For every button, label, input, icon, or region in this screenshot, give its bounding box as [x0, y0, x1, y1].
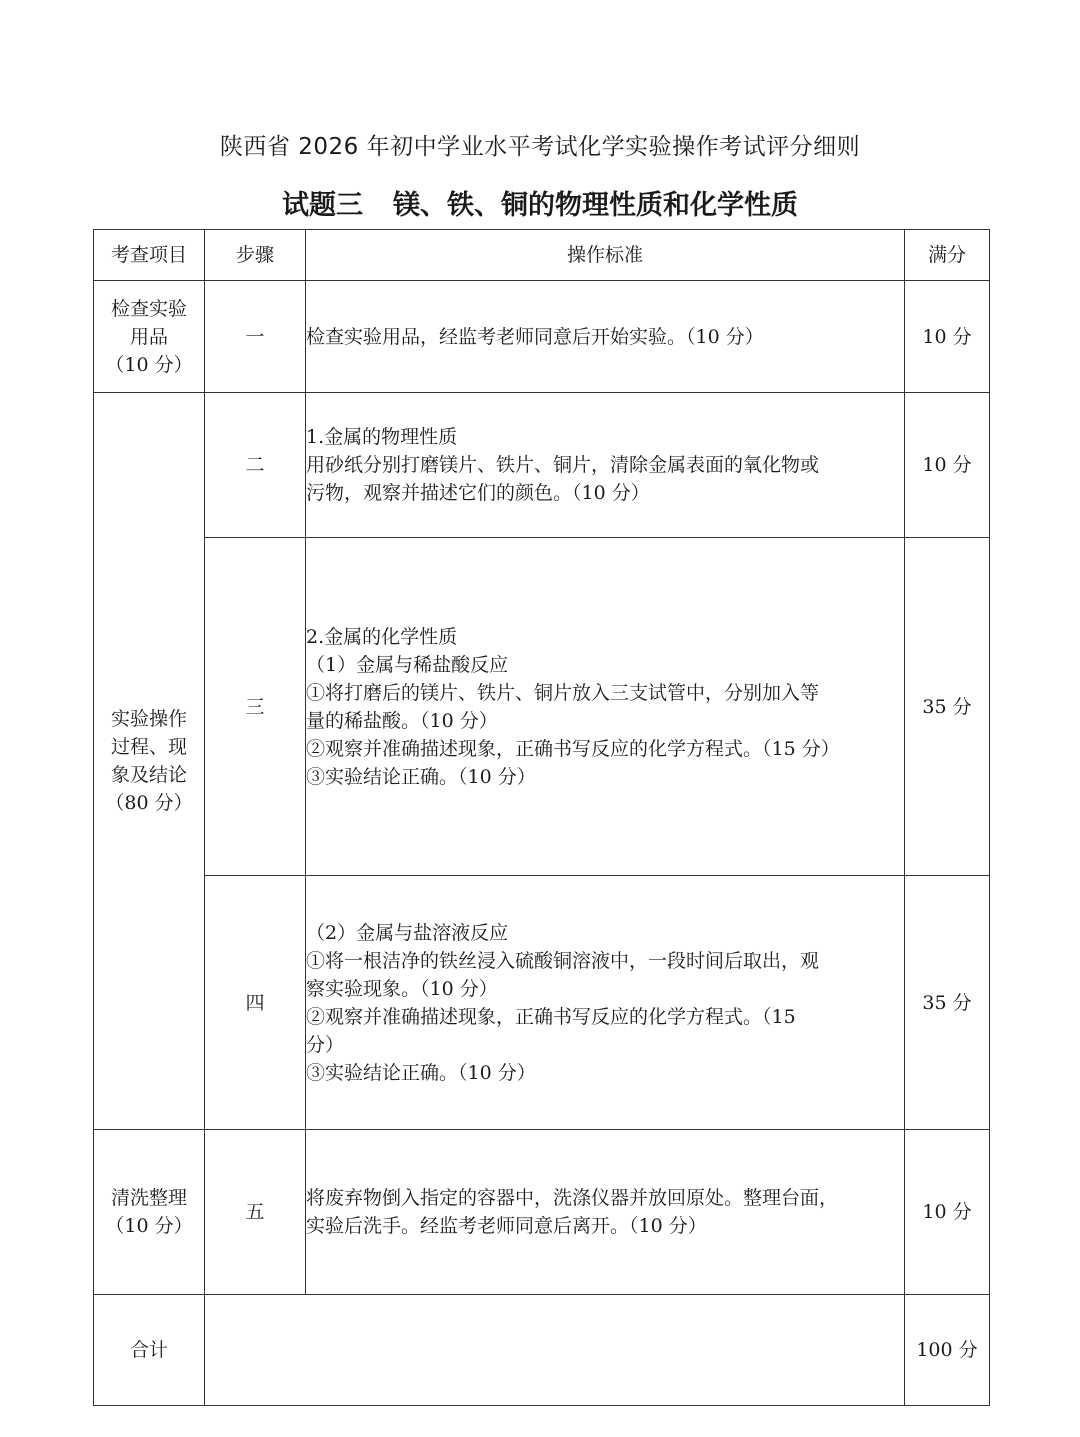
exam-subtitle [0, 183, 1080, 222]
step-cell: 二 [205, 393, 306, 538]
score-cell: 35 分 [905, 876, 990, 1130]
item-check-supplies: 检查实验 用品 （10 分） [94, 281, 205, 393]
step-cell: 四 [205, 876, 306, 1130]
table-row [94, 393, 990, 538]
score-cell: 10 分 [905, 1130, 990, 1295]
header-standard: 操作标准 [306, 230, 905, 281]
header-row [94, 230, 990, 281]
step-cell: 一 [205, 281, 306, 393]
standard-cell: 将废弃物倒入指定的容器中，洗涤仪器并放回原处。整理台面， 实验后洗手。经监考老师同意后离开。（10 分） [306, 1130, 905, 1295]
total-empty-cell [205, 1295, 905, 1406]
table-row [94, 538, 990, 876]
item-cleanup: 清洗整理 （10 分） [94, 1130, 205, 1295]
header-item: 考查项目 [94, 230, 205, 281]
standard-cell: 1.金属的物理性质 用砂纸分别打磨镁片、铁片、铜片，清除金属表面的氧化物或 污物，观察并描述它们的颜色。（10 分） [306, 393, 905, 538]
table-row [94, 281, 990, 393]
table-row [94, 1130, 990, 1295]
standard-cell: 检查实验用品，经监考老师同意后开始实验。（10 分） [306, 281, 905, 393]
scoring-table [93, 229, 990, 1406]
standard-cell: 2.金属的化学性质 （1）金属与稀盐酸反应 ①将打磨后的镁片、铁片、铜片放入三支试管中，分别加入等 量的稀盐酸。（10 分） ②观察并准确描述现象，正确书写反应的化学方程式。（15 分） ③实验结论正确。（10 分） [306, 538, 905, 876]
item-experiment-process: 实验操作 过程、现 象及结论 （80 分） [94, 393, 205, 1130]
score-cell: 10 分 [905, 281, 990, 393]
total-label: 合计 [94, 1295, 205, 1406]
standard-cell: （2）金属与盐溶液反应 ①将一根洁净的铁丝浸入硫酸铜溶液中，一段时间后取出，观 察实验现象。（10 分） ②观察并准确描述现象，正确书写反应的化学方程式。（15 分） ③实验结论正确。（10 分） [306, 876, 905, 1130]
header-step: 步骤 [205, 230, 306, 281]
subtitle-name: 镁、铁、铜的物理性质和化学性质 [393, 190, 798, 221]
score-cell: 10 分 [905, 393, 990, 538]
step-cell: 三 [205, 538, 306, 876]
subtitle-code: 试题三 [282, 190, 363, 221]
header-score: 满分 [905, 230, 990, 281]
total-row [94, 1295, 990, 1406]
page-title: 陕西省 2026 年初中学业水平考试化学实验操作考试评分细则 [219, 134, 861, 160]
step-cell: 五 [205, 1130, 306, 1295]
table-row [94, 876, 990, 1130]
total-score: 100 分 [905, 1295, 990, 1406]
score-cell: 35 分 [905, 538, 990, 876]
